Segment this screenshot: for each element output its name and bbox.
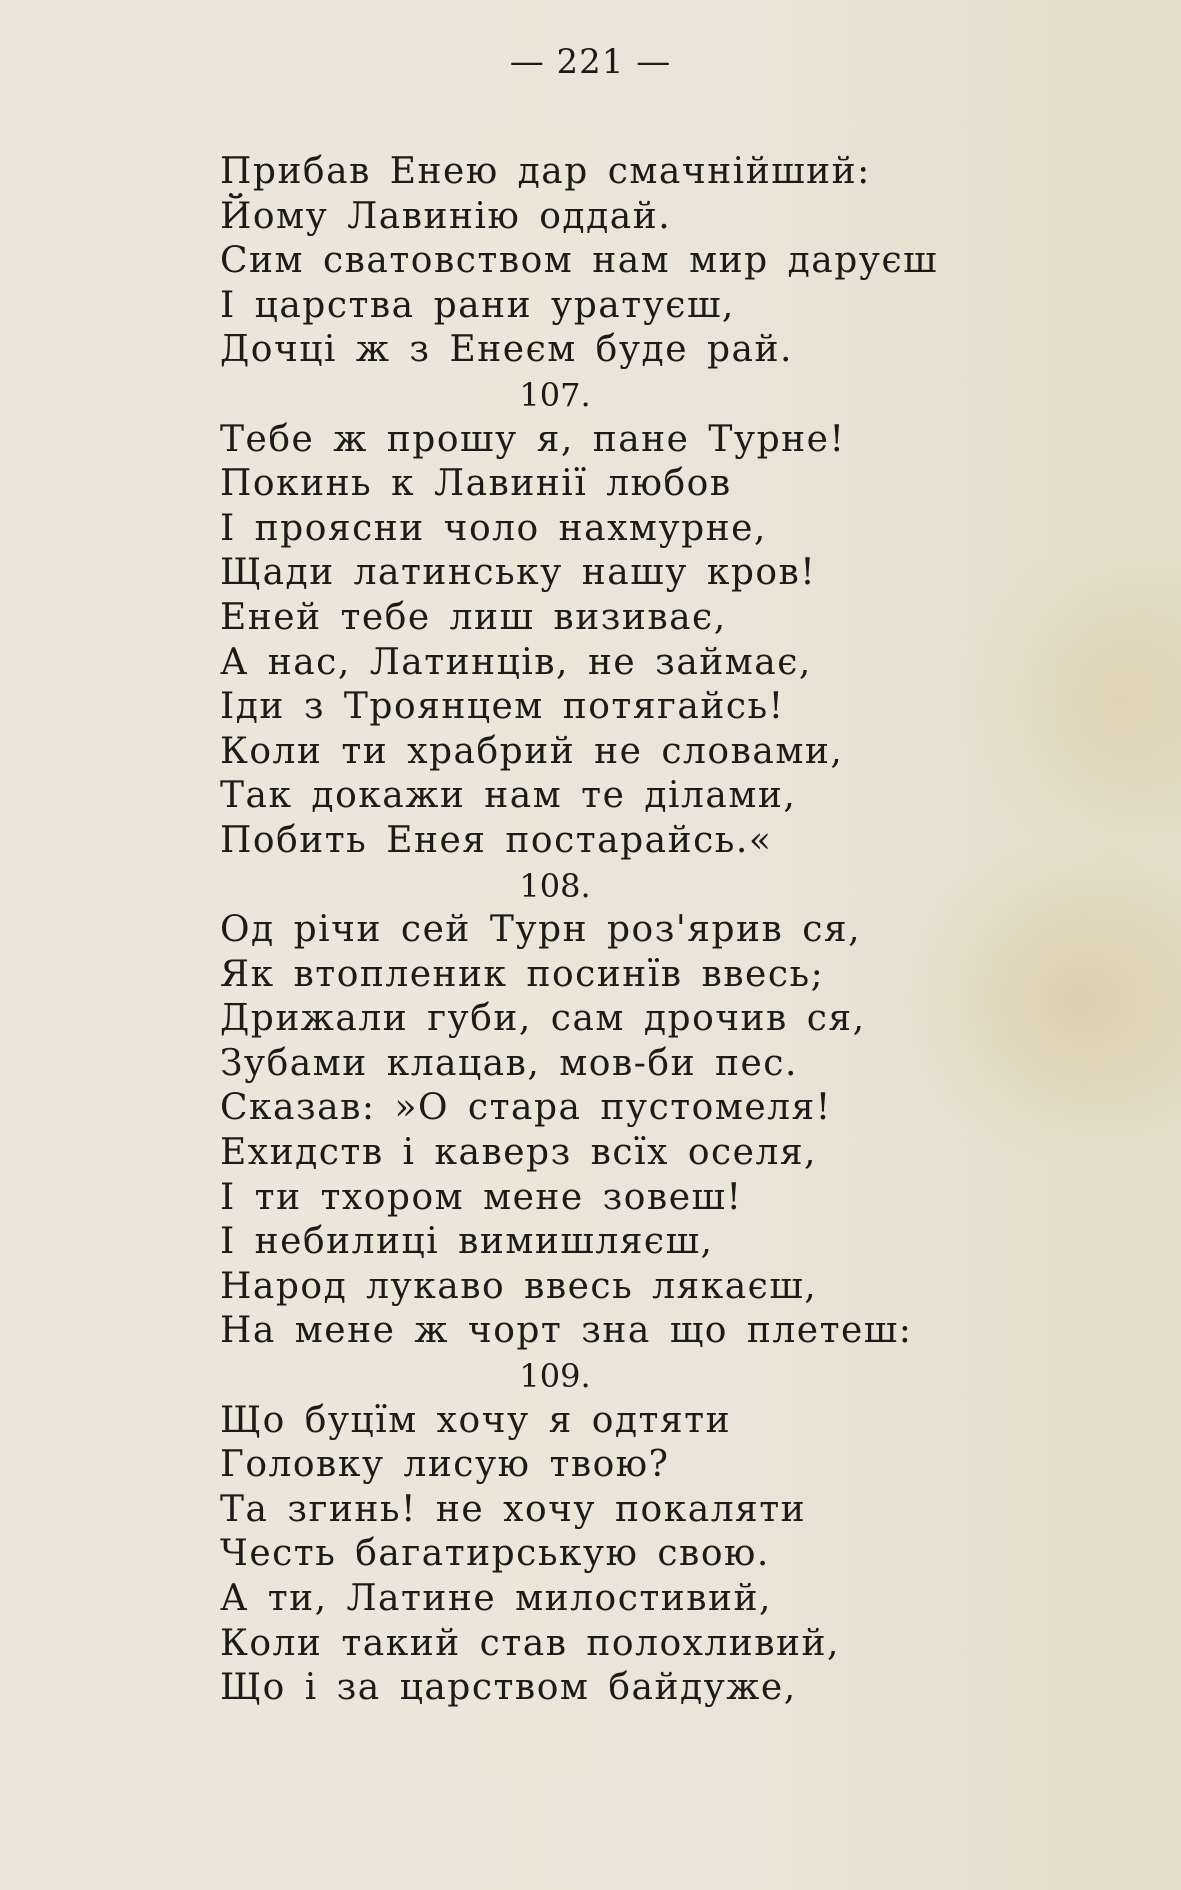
verse-line: Головку лисую твою? (220, 1444, 670, 1486)
verse-line: І ти тхором мене зовеш! (220, 1176, 743, 1218)
verse-line: Що буцїм хочу я одтяти (220, 1399, 732, 1441)
stanza-number: 107. (519, 375, 591, 414)
page-number: — 221 — (509, 42, 672, 82)
verse-line: Сказав: »О стара пустомеля! (220, 1087, 832, 1129)
verse-line: Та згинь! не хочу покаляти (220, 1488, 807, 1530)
verse-line: Коли такий став полохливий, (220, 1622, 840, 1664)
verse-line: Честь багатирськую свою. (220, 1533, 770, 1575)
verse-line: Зубами клацав, мов-би пес. (220, 1042, 798, 1084)
verse-line: А ти, Латине милостивий, (220, 1578, 772, 1619)
verse-line: Щади латинську нашу кров! (220, 552, 817, 594)
verse-line: Од річи сей Турн роз'ярив ся, (220, 909, 862, 951)
verse-line: На мене ж чорт зна що плетеш: (220, 1310, 913, 1352)
verse-line: Еней тебе лиш визиває, (220, 596, 727, 638)
verse-line: Так докажи нам те ділами, (220, 775, 797, 817)
verse-line: Сим сватовством нам мир даруєш (220, 240, 939, 282)
verse-line: Побить Енея постарайсь.« (220, 819, 773, 861)
verse-line: Дрижали губи, сам дрочив ся, (220, 998, 866, 1040)
verse-line: І царства рани уратуєш, (220, 284, 735, 326)
verse-line: Ехидств і каверз всїх оселя, (220, 1132, 817, 1174)
verse-line: І небилиці вимишляєш, (220, 1221, 714, 1263)
verse-line: А нас, Латинців, не займає, (220, 641, 812, 683)
verse-line: Прибав Енею дар смачнійший: (220, 151, 871, 192)
verse-line: І проясни чоло нахмурне, (220, 507, 767, 549)
verse-line: Йому Лавинію оддай. (220, 195, 672, 237)
verse-line: Тебе ж прошу я, пане Турне! (220, 418, 846, 460)
verse-line: Як втопленик посинїв ввесь; (220, 953, 825, 995)
verse-line: Покинь к Лавинії любов (220, 463, 732, 505)
poem-text (220, 150, 980, 1711)
verse-line: Коли ти храбрий не словами, (220, 730, 844, 772)
stanza-number: 108. (519, 866, 591, 905)
stanza-number: 109. (519, 1357, 591, 1396)
verse-line: Що і за царством байдуже, (220, 1667, 797, 1709)
verse-line: Іди з Троянцем потягайсь! (220, 686, 785, 728)
verse-line: Народ лукаво ввесь лякаєш, (220, 1265, 818, 1307)
verse-line: Дочці ж з Енеєм буде рай. (220, 329, 793, 371)
